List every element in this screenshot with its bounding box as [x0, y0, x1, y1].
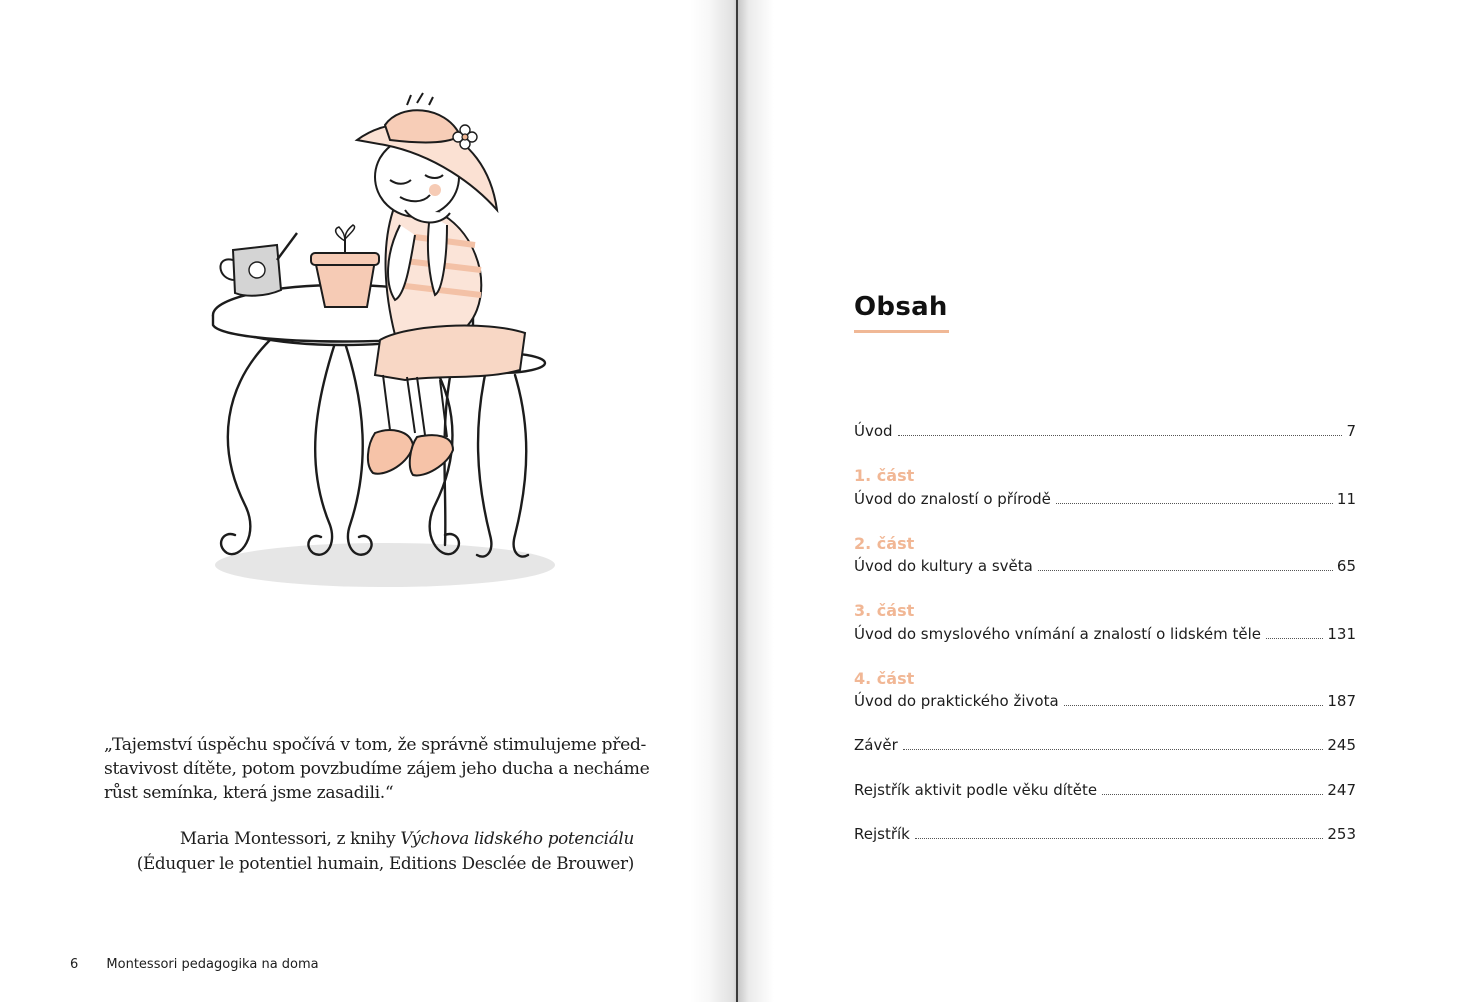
- toc-part-label: 4. část: [854, 669, 915, 688]
- attribution-line: [100, 826, 634, 851]
- toc-entry-title: Úvod do znalostí o přírodě: [854, 490, 1051, 508]
- toc-dot-leader: [1102, 793, 1323, 795]
- toc-entry-title: Rejstřík: [854, 825, 910, 843]
- toc-dot-leader: [903, 748, 1324, 750]
- toc-heading: Obsah: [854, 292, 948, 322]
- toc-entry-page: 65: [1336, 557, 1356, 575]
- toc-dot-leader: [1056, 502, 1333, 504]
- attribution-original-title: (Éduquer le potentiel humain, Editions Desclée de Brouwer): [136, 853, 634, 873]
- toc-entry-part-1[interactable]: [854, 490, 1356, 512]
- toc-entry-page: 245: [1327, 736, 1356, 754]
- toc-entry-page: 7: [1346, 422, 1356, 440]
- toc-dot-leader: [1064, 704, 1324, 706]
- toc-entry-part-4[interactable]: [854, 692, 1356, 714]
- toc-part-label: 3. část: [854, 601, 915, 620]
- toc-entry-title: Úvod: [854, 422, 893, 440]
- page-footer: [70, 957, 319, 972]
- attribution-book-title: Výchova lidského potenciálu: [400, 828, 634, 848]
- toc-entry-page: 187: [1327, 692, 1356, 710]
- gutter-shadow-left: [690, 0, 738, 1002]
- toc-entry-title: Úvod do kultury a světa: [854, 557, 1033, 575]
- gutter-shadow-right: [738, 0, 774, 1002]
- toc-heading-underline: [854, 330, 949, 333]
- toc-entry-index[interactable]: [854, 825, 1356, 847]
- toc-entry-part-2[interactable]: [854, 557, 1356, 579]
- toc-entry-page: 253: [1327, 825, 1356, 843]
- epigraph-quote: [104, 733, 650, 805]
- page-number: 6: [70, 957, 79, 972]
- quote-line: stavivost dítěte, potom povzbudíme zájem jeho ducha a necháme: [104, 759, 650, 779]
- toc-entry-intro[interactable]: [854, 422, 1356, 444]
- running-footer-title: Montessori pedagogika na doma: [106, 957, 319, 972]
- toc-dot-leader: [898, 434, 1343, 436]
- quote-line: „Tajemství úspěchu spočívá v tom, že správně stimulujeme před-: [104, 735, 647, 755]
- quote-line: růst semínka, která jsme zasadili.“: [104, 783, 394, 803]
- toc-entry-page: 247: [1327, 781, 1356, 799]
- toc-dot-leader: [1038, 569, 1333, 571]
- toc-entry-page: 131: [1327, 625, 1356, 643]
- illustration-child-at-table: [185, 85, 565, 605]
- toc-entry-part-3[interactable]: [854, 625, 1356, 647]
- toc-entry-conclusion[interactable]: [854, 736, 1356, 758]
- toc-entry-title: Úvod do praktického života: [854, 692, 1059, 710]
- toc-entry-activity-index[interactable]: [854, 781, 1356, 803]
- toc-part-label: 2. část: [854, 534, 915, 553]
- toc-entry-title: Úvod do smyslového vnímání a znalostí o lidském těle: [854, 625, 1261, 643]
- toc-entry-page: 11: [1336, 490, 1356, 508]
- toc-entry-title: Rejstřík aktivit podle věku dítěte: [854, 781, 1098, 799]
- quote-attribution: [100, 826, 634, 876]
- toc-dot-leader: [1266, 637, 1323, 639]
- toc-part-label: 1. část: [854, 466, 915, 485]
- toc-entry-title: Závěr: [854, 736, 898, 754]
- attribution-author: Maria Montessori, z knihy: [179, 828, 401, 848]
- toc-dot-leader: [915, 837, 1323, 839]
